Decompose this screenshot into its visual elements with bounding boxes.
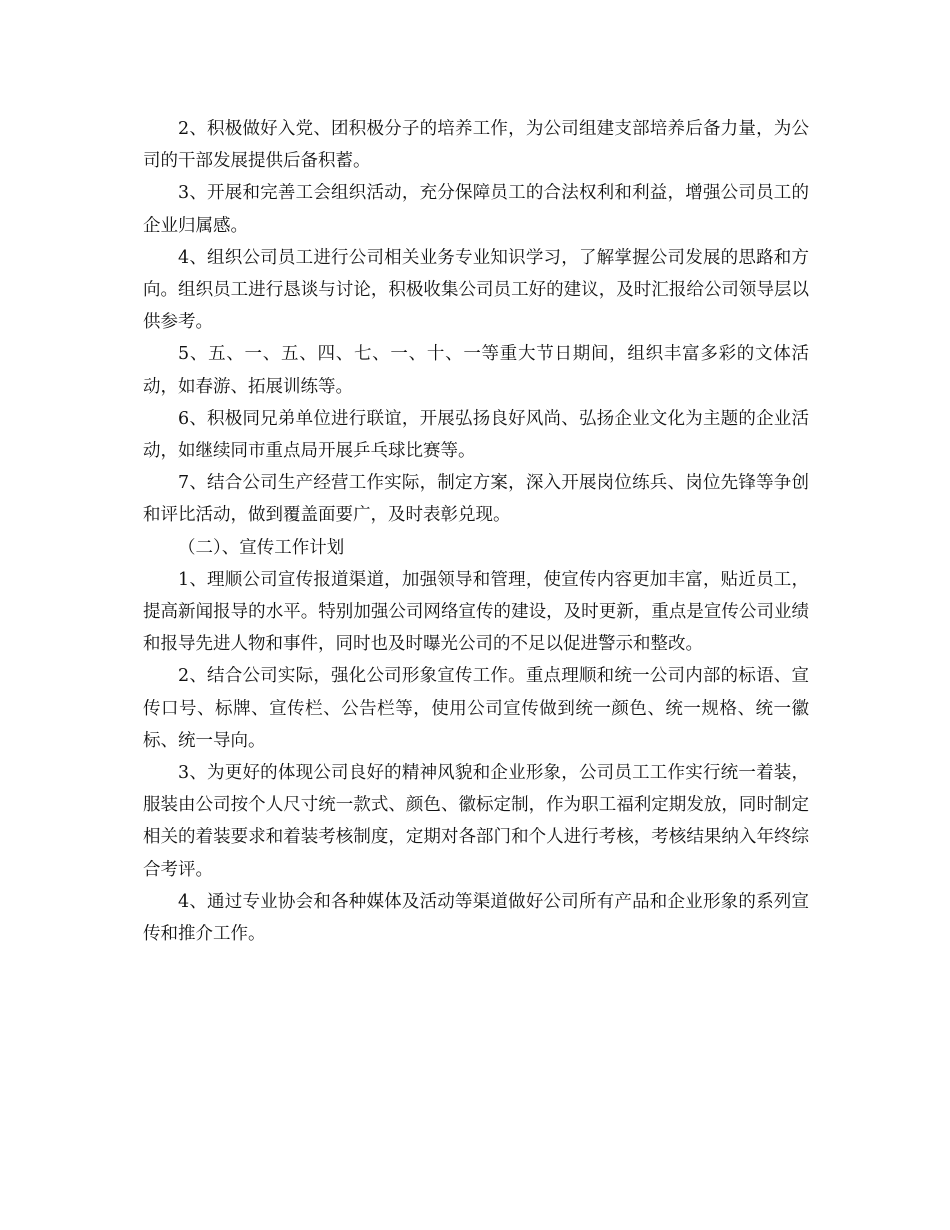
document-body (143, 113, 809, 950)
section-heading-publicity-plan: （二）、宣传工作计划 (178, 537, 345, 558)
paragraph-competitions: 7、结合公司生产经营工作实际，制定方案，深入开展岗位练兵、岗位先锋等争创和评比活动，做到覆盖面要广，及时表彰兑现。 (143, 473, 809, 526)
paragraph-corporate-image: 2、结合公司实际，强化公司形象宣传工作。重点理顺和统一公司内部的标语、宣传口号、标牌、宣传栏、公告栏等，使用公司宣传做到统一颜色、统一规格、统一徽标、统一导向。 (143, 666, 809, 751)
paragraph-publicity-channels: 1、理顺公司宣传报道渠道，加强领导和管理，使宣传内容更加丰富，贴近员工，提高新闻报导的水平。特别加强公司网络宣传的建设，及时更新，重点是宣传公司业绩和报导先进人物和事件，同时也及时曝光公司的不足以促进警示和整改。 (143, 569, 809, 655)
paragraph-media-promotion: 4、通过专业协会和各种媒体及活动等渠道做好公司所有产品和企业形象的系列宣传和推介工作。 (143, 891, 809, 945)
paragraph-friendship-events: 6、积极同兄弟单位进行联谊，开展弘扬良好风尚、弘扬企业文化为主题的企业活动，如继续同市重点局开展乒乓球比赛等。 (143, 408, 809, 462)
paragraph-party-training: 2、积极做好入党、团积极分子的培养工作，为公司组建支部培养后备力量，为公司的干部发展提供后备积蓄。 (143, 119, 809, 172)
paragraph-uniform-policy: 3、为更好的体现公司良好的精神风貌和企业形象，公司员工工作实行统一着装，服装由公司按个人尺寸统一款式、颜色、徽标定制，作为职工福利定期发放，同时制定相关的着装要求和着装考核制度，定期对各部门和个人进行考核，考核结果纳入年终综合考评。 (143, 763, 809, 880)
paragraph-holiday-activities: 5、五、一、五、四、七、一、十、一等重大节日期间，组织丰富多彩的文体活动，如春游、拓展训练等。 (143, 344, 809, 397)
paragraph-knowledge-study: 4、组织公司员工进行公司相关业务专业知识学习，了解掌握公司发展的思路和方向。组织员工进行恳谈与讨论，积极收集公司员工好的建议，及时汇报给公司领导层以供参考。 (143, 247, 809, 333)
paragraph-union-activities: 3、开展和完善工会组织活动，充分保障员工的合法权利和利益，增强公司员工的企业归属感。 (143, 183, 809, 236)
